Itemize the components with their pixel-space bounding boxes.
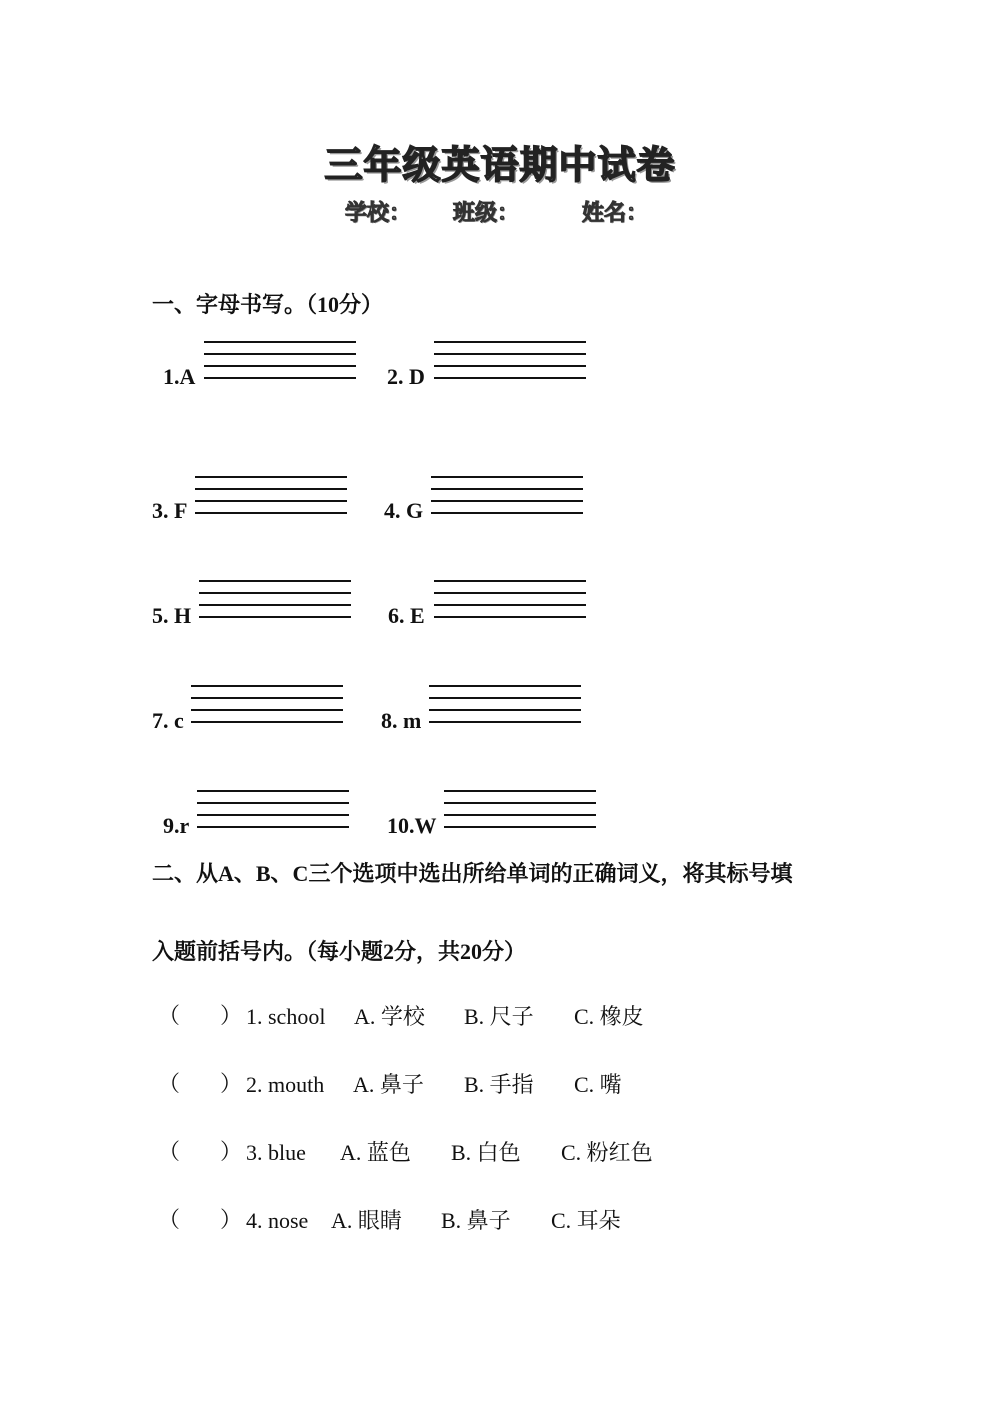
class-label: 班级： bbox=[453, 201, 520, 226]
question-word: 3. blue bbox=[246, 1140, 306, 1165]
option-b: B. 手指 bbox=[464, 1072, 534, 1097]
question-word: 2. mouth bbox=[246, 1072, 325, 1097]
answer-bracket-close: ） bbox=[220, 1072, 243, 1097]
school-label: 学校： bbox=[345, 201, 412, 226]
writing-lines[interactable] bbox=[434, 341, 586, 381]
writing-lines[interactable] bbox=[429, 685, 581, 725]
option-b: B. 尺子 bbox=[464, 1004, 534, 1029]
letter-item-label: 7. c bbox=[152, 708, 184, 733]
writing-lines[interactable] bbox=[195, 476, 347, 516]
letter-item-label: 10.W bbox=[387, 813, 437, 838]
option-b: B. 白色 bbox=[451, 1140, 521, 1165]
letter-item-label: 2. D bbox=[387, 364, 425, 389]
option-c: C. 嘴 bbox=[574, 1072, 622, 1097]
letter-item-label: 6. E bbox=[388, 603, 425, 628]
answer-bracket-close: ） bbox=[220, 1208, 243, 1233]
writing-lines[interactable] bbox=[204, 341, 356, 381]
option-c: C. 橡皮 bbox=[574, 1004, 644, 1029]
letter-item-label: 5. H bbox=[152, 603, 192, 628]
question-word: 1. school bbox=[246, 1004, 326, 1029]
letter-item-label: 4. G bbox=[384, 498, 424, 523]
answer-bracket-open[interactable]: （ bbox=[158, 1004, 181, 1029]
option-a: A. 学校 bbox=[354, 1004, 425, 1029]
section1-heading: 一、字母书写。（10分） bbox=[152, 292, 384, 317]
answer-bracket-open[interactable]: （ bbox=[158, 1140, 181, 1165]
answer-bracket-open[interactable]: （ bbox=[158, 1072, 181, 1097]
writing-lines[interactable] bbox=[431, 476, 583, 516]
option-c: C. 粉红色 bbox=[561, 1140, 653, 1165]
question-row bbox=[0, 1003, 1000, 1033]
question-word: 4. nose bbox=[246, 1208, 309, 1233]
section2-heading-line1: 二、从A、B、C三个选项中选出所给单词的正确词义，将其标号填 bbox=[152, 861, 793, 886]
page-title: 三年级英语期中试卷 bbox=[324, 143, 676, 187]
option-a: A. 蓝色 bbox=[340, 1140, 411, 1165]
option-a: A. 鼻子 bbox=[353, 1072, 424, 1097]
option-c: C. 耳朵 bbox=[551, 1208, 621, 1233]
answer-bracket-close: ） bbox=[220, 1140, 243, 1165]
writing-lines[interactable] bbox=[444, 790, 596, 830]
letter-item-label: 8. m bbox=[381, 708, 422, 733]
option-b: B. 鼻子 bbox=[441, 1208, 511, 1233]
writing-lines[interactable] bbox=[434, 580, 586, 620]
writing-lines[interactable] bbox=[191, 685, 343, 725]
name-label: 姓名： bbox=[582, 201, 649, 226]
letter-item-label: 1.A bbox=[163, 364, 196, 389]
letter-item-label: 9.r bbox=[163, 813, 190, 838]
letter-item-label: 3. F bbox=[152, 498, 188, 523]
answer-bracket-close: ） bbox=[220, 1004, 243, 1029]
question-row bbox=[0, 1071, 1000, 1101]
writing-lines[interactable] bbox=[197, 790, 349, 830]
option-a: A. 眼睛 bbox=[331, 1208, 402, 1233]
question-row bbox=[0, 1207, 1000, 1237]
question-row bbox=[0, 1139, 1000, 1169]
answer-bracket-open[interactable]: （ bbox=[158, 1208, 181, 1233]
section2-heading-line2: 入题前括号内。（每小题2分，共20分） bbox=[152, 939, 527, 964]
writing-lines[interactable] bbox=[199, 580, 351, 620]
